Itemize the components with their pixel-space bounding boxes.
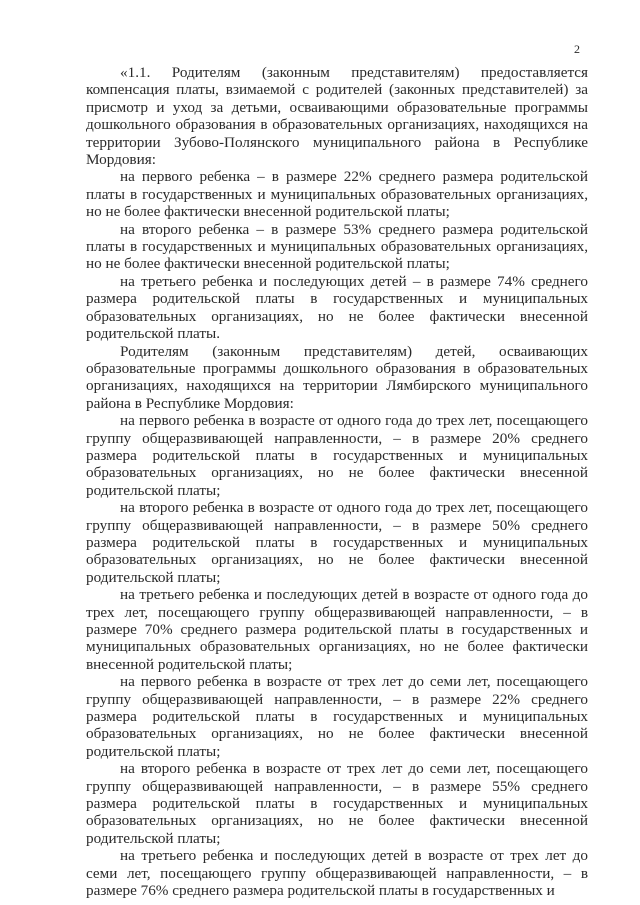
paragraph-lyambir-third-child-3-7: на третьего ребенка и последующих детей в возрасте от трех лет до семи лет, посещающего группу общеразвивающей направленности, – в размере 76% среднего размера родительской платы в государственных и <box>86 847 588 900</box>
paragraph-zubovo-third-child: на третьего ребенка и последующих детей – в размере 74% среднего размера родительской платы в государственных и муниципальных образовательных организациях, но не более фактически внесенной родительской платы. <box>86 272 588 343</box>
document-body <box>86 64 588 900</box>
paragraph-zubovo-second-child: на второго ребенка – в размере 53% среднего размера родительской платы в государственных и муниципальных образовательных организациях, но не более фактически внесенной родительской платы; <box>86 220 588 273</box>
paragraph-lyambir-second-child-3-7: на второго ребенка в возрасте от трех лет до семи лет, посещающего группу общеразвивающей направленности, – в размере 55% среднего размера родительской платы в государственных и муниципальных образовательных организациях, но не более фактически внесенной родительской платы; <box>86 760 588 847</box>
paragraph-lyambir-first-child-3-7: на первого ребенка в возрасте от трех лет до семи лет, посещающего группу общеразвивающей направленности, – в размере 22% среднего размера родительской платы в государственных и муниципальных образовательных организациях, но не более фактически внесенной родительской платы; <box>86 673 588 760</box>
paragraph-intro-lyambirsky: Родителям (законным представителям) детей, осваивающих образовательные программы дошкольного образования в образовательных организациях, находящихся на территории Лямбирского муниципального района в Республике Мордовия: <box>86 342 588 412</box>
paragraph-lyambir-first-child-1-3: на первого ребенка в возрасте от одного года до трех лет, посещающего группу общеразвивающей направленности, – в размере 20% среднего размера родительской платы в государственных и муниципальных образовательных организациях, но не более фактически внесенной родительской платы; <box>86 412 588 499</box>
page-number: 2 <box>574 42 580 56</box>
paragraph-intro-zubovo-polyansky: «1.1. Родителям (законным представителям) предоставляется компенсация платы, взимаемой с родителей (законных представителей) за присмотр и уход за детьми, осваивающими образовательные программы дошкольного образования в образовательных организациях, находящихся на территории Зубово-Полянского муниципального района в Республике Мордовия: <box>86 64 588 169</box>
paragraph-lyambir-third-child-1-3: на третьего ребенка и последующих детей в возрасте от одного года до трех лет, посещающего группу общеразвивающей направленности, – в размере 70% среднего размера родительской платы в государственных и муниципальных образовательных организациях, но не более фактически внесенной родительской платы; <box>86 586 588 673</box>
paragraph-lyambir-second-child-1-3: на второго ребенка в возрасте от одного года до трех лет, посещающего группу общеразвивающей направленности, – в размере 50% среднего размера родительской платы в государственных и муниципальных образовательных организациях, но не более фактически внесенной родительской платы; <box>86 499 588 586</box>
paragraph-zubovo-first-child: на первого ребенка – в размере 22% среднего размера родительской платы в государственных и муниципальных образовательных организациях, но не более фактически внесенной родительской платы; <box>86 168 588 221</box>
